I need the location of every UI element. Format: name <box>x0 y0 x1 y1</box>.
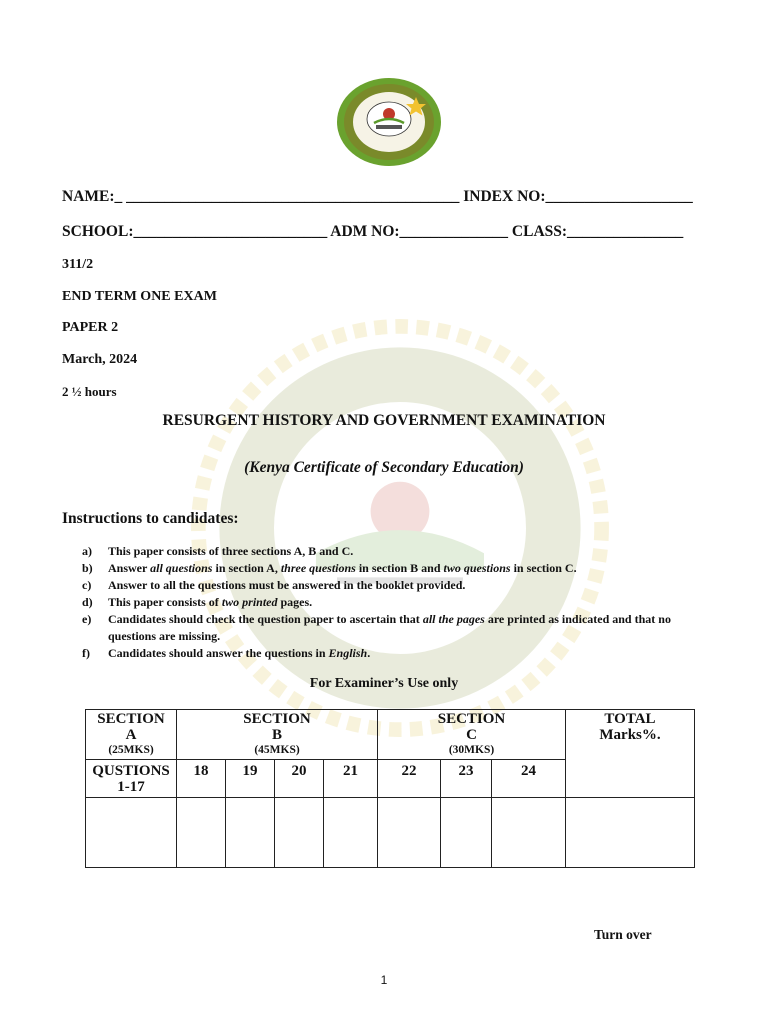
instruction-marker: d) <box>82 595 93 609</box>
exam-logo <box>336 77 442 167</box>
marks-cell[interactable] <box>492 798 566 868</box>
instruction-item <box>82 645 702 662</box>
section-c-marks: (30MKS) <box>448 744 495 756</box>
page-number: 1 <box>380 973 388 987</box>
examiner-table <box>85 709 695 868</box>
section-a-header <box>86 710 177 760</box>
instructions-list <box>82 543 702 662</box>
instruction-marker: f) <box>82 646 90 660</box>
total-header <box>566 710 695 798</box>
instruction-marker: e) <box>82 612 92 626</box>
section-c-letter: C <box>466 727 477 743</box>
instruction-text: Candidates should answer the questions in English. <box>108 646 371 660</box>
questions-label: QUSTIONS <box>92 763 170 779</box>
exam-date: March, 2024 <box>62 352 138 367</box>
instruction-text: Candidates should check the question paper to ascertain that all the pages are printed as indicated and that no questions are missing. <box>108 612 671 643</box>
question-number: 24 <box>492 760 566 798</box>
school-adm-class-field: SCHOOL:_________________________ ADM NO:______________ CLASS:_______________ <box>62 223 684 240</box>
table-header-row <box>86 710 695 760</box>
exam-code: 311/2 <box>62 257 94 272</box>
instruction-marker: b) <box>82 561 93 575</box>
instruction-text: This paper consists of two printed pages. <box>108 595 313 609</box>
name-index-field: NAME:_ ___________________________________________ INDEX NO:___________________ <box>62 188 693 205</box>
watermark-seal <box>198 326 601 729</box>
question-number: 23 <box>441 760 492 798</box>
section-b-letter: B <box>271 727 282 743</box>
marks-cell[interactable] <box>566 798 695 868</box>
section-b-label: SECTION <box>243 711 311 727</box>
marks-cell[interactable] <box>226 798 275 868</box>
watermark-logo <box>190 318 610 738</box>
instruction-marker: a) <box>82 544 92 558</box>
question-number: 18 <box>177 760 226 798</box>
marks-cell[interactable] <box>275 798 324 868</box>
section-a-letter: A <box>125 727 137 743</box>
section-c-label: SECTION <box>437 711 506 727</box>
instruction-text: This paper consists of three sections A, B and C. <box>108 544 354 558</box>
questions-range: 1-17 <box>117 779 145 795</box>
instruction-item <box>82 543 702 560</box>
question-number: 22 <box>378 760 441 798</box>
marks-entry-row <box>86 798 695 868</box>
instruction-marker: c) <box>82 578 92 592</box>
total-label: TOTAL <box>604 711 656 727</box>
exam-heading: RESURGENT HISTORY AND GOVERNMENT EXAMINATION <box>162 412 606 429</box>
instruction-text: Answer all questions in section A, three questions in section B and two questions in section C. <box>108 561 577 575</box>
section-c-header <box>378 710 566 760</box>
exam-duration: 2 ½ hours <box>62 384 117 399</box>
instruction-text: Answer to all the questions must be answered in the booklet provided. <box>108 578 466 592</box>
marks-cell[interactable] <box>86 798 177 868</box>
exam-title: END TERM ONE EXAM <box>62 289 217 304</box>
total-marks-label: Marks%. <box>599 727 661 743</box>
section-a-marks: (25MKS) <box>108 744 154 756</box>
marks-cell[interactable] <box>324 798 378 868</box>
question-number: 19 <box>226 760 275 798</box>
paper-number: PAPER 2 <box>62 320 119 335</box>
question-number: 21 <box>324 760 378 798</box>
turn-over-note: Turn over <box>594 927 652 942</box>
instruction-item <box>82 594 702 611</box>
section-b-header <box>177 710 378 760</box>
section-b-marks: (45MKS) <box>254 744 300 756</box>
instruction-item <box>82 560 702 577</box>
marks-cell[interactable] <box>441 798 492 868</box>
instruction-item <box>82 577 702 594</box>
logo-seal <box>337 78 441 166</box>
exam-subheading: (Kenya Certificate of Secondary Education) <box>244 459 524 476</box>
section-a-label: SECTION <box>97 711 165 727</box>
marks-cell[interactable] <box>177 798 226 868</box>
instruction-item <box>82 611 702 645</box>
question-number: 20 <box>275 760 324 798</box>
instructions-title: Instructions to candidates: <box>62 510 239 527</box>
marks-cell[interactable] <box>378 798 441 868</box>
questions-a-cell <box>86 760 177 798</box>
examiner-title: For Examiner’s Use only <box>309 676 459 691</box>
